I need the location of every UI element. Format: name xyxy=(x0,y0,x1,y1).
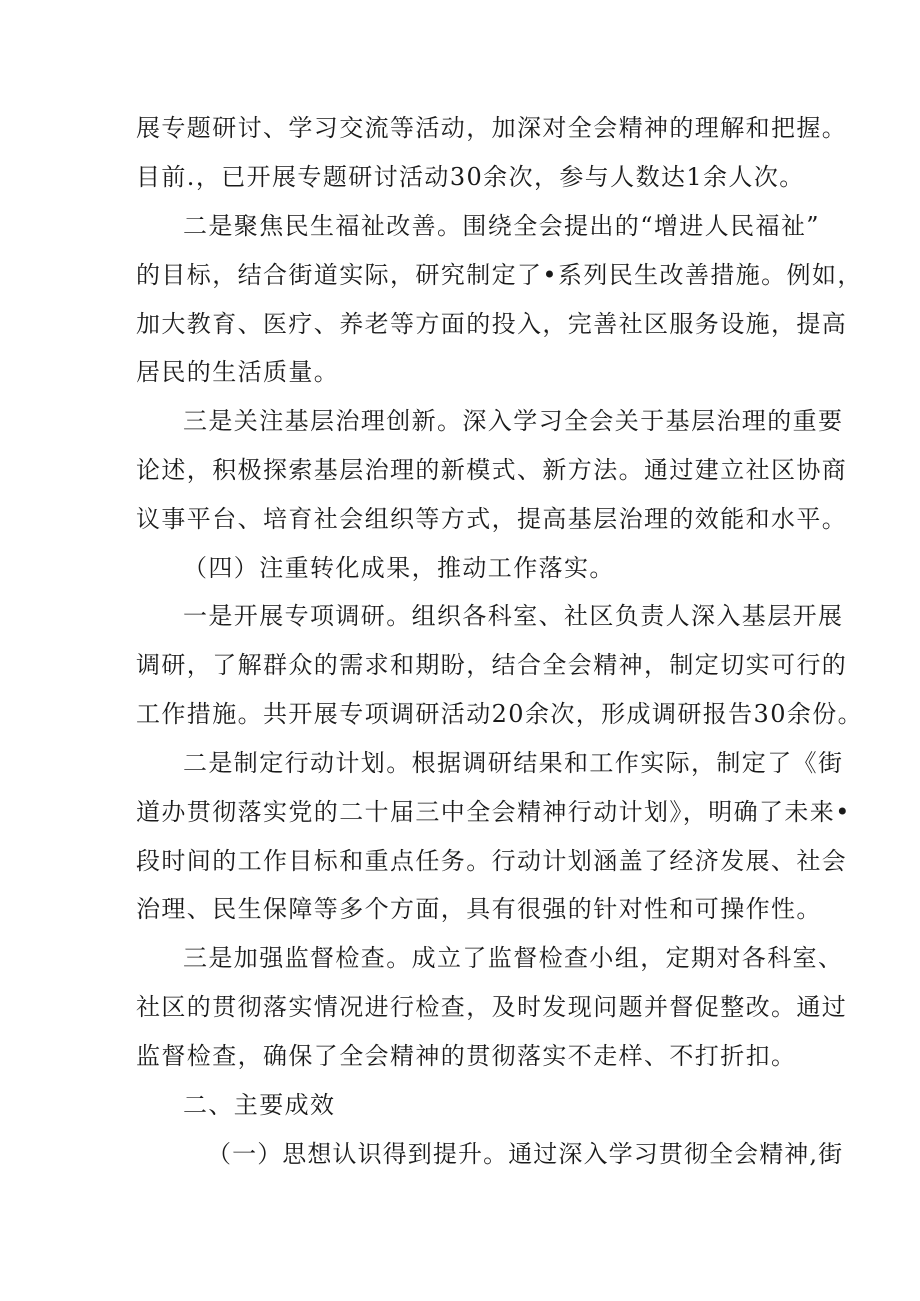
paragraph-line: 三是关注基层治理创新。深入学习全会关于基层治理的重要 xyxy=(183,407,844,435)
paragraph-line: 一是开展专项调研。组织各科室、社区负责人深入基层开展 xyxy=(183,602,844,630)
paragraph-line: 道办贯彻落实党的二十届三中全会精神行动计划》，明确了未来• xyxy=(136,798,851,826)
paragraph-line: 三是加强监督检查。成立了监督检查小组，定期对各科室、 xyxy=(183,944,844,972)
paragraph-line: 居民的生活质量。 xyxy=(136,358,340,386)
paragraph-line: （一）思想认识得到提升。通过深入学习贯彻全会精神,街 xyxy=(207,1140,844,1168)
paragraph-line: 监督检查，确保了全会精神的贯彻落实不走样、不打折扣。 xyxy=(136,1042,797,1070)
paragraph-line: 的目标，结合街道实际，研究制定了•系列民生改善措施。例如， xyxy=(136,261,863,289)
paragraph-line: 二是制定行动计划。根据调研结果和工作实际，制定了《街 xyxy=(183,749,844,777)
section-heading: 二、主要成效 xyxy=(183,1091,336,1119)
paragraph-line: 展专题研讨、学习交流等活动，加深对全会精神的理解和把握。 xyxy=(136,114,848,142)
paragraph-line: 加大教育、医疗、养老等方面的投入，完善社区服务设施，提高 xyxy=(136,310,848,338)
paragraph-line: 段时间的工作目标和重点任务。行动计划涵盖了经济发展、社会 xyxy=(136,847,848,875)
paragraph-line: 调研，了解群众的需求和期盼，结合全会精神，制定切实可行的 xyxy=(136,651,848,679)
paragraph-line: 议事平台、培育社会组织等方式，提高基层治理的效能和水平。 xyxy=(136,505,848,533)
paragraph-line: 工作措施。共开展专项调研活动20余次，形成调研报告30余份。 xyxy=(136,700,864,728)
paragraph-line: 目前.，已开展专题研讨活动30余次，参与人数达1余人次。 xyxy=(136,163,805,191)
paragraph-line: 治理、民生保障等多个方面，具有很强的针对性和可操作性。 xyxy=(136,895,822,923)
section-heading: （四）注重转化成果，推动工作落实。 xyxy=(183,554,615,582)
paragraph-line: 社区的贯彻落实情况进行检查，及时发现问题并督促整改。通过 xyxy=(136,993,848,1021)
paragraph-line: 二是聚焦民生福祉改善。围绕全会提出的“增进人民福祉” xyxy=(183,212,820,240)
paragraph-line: 论述，积极探索基层治理的新模式、新方法。通过建立社区协商 xyxy=(136,456,848,484)
